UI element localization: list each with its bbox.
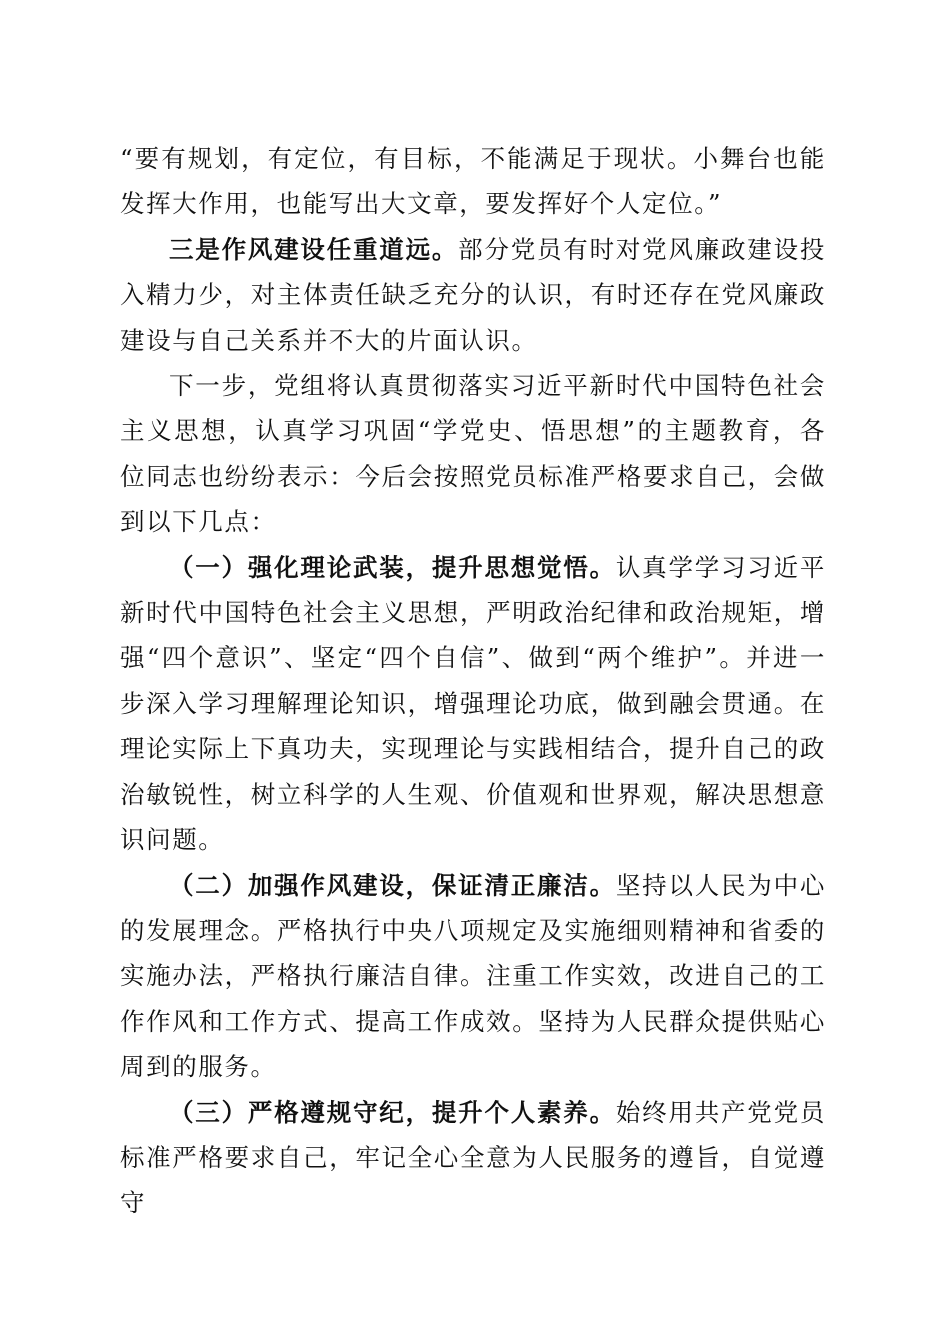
paragraph-text: 部分党员有时对党风廉政建设投入精力少，对主体责任缺乏充分的认识，有时还存在党风廉政建设与自己关系并不大的片面认识。 <box>120 234 826 355</box>
paragraph-text: “要有规划，有定位，有目标，不能满足于现状。小舞台也能发挥大作用，也能写出大文章，要发挥好个人定位。” <box>120 144 826 219</box>
paragraph-text: 始终用共产党党员标准严格要求自己，牢记全心全意为人民服务的遵旨，自觉遵守 <box>120 1097 826 1218</box>
paragraph-point-two <box>120 863 826 1090</box>
document-body <box>120 136 826 1226</box>
paragraph-text: 下一步，党组将认真贯彻落实习近平新时代中国特色社会主义思想，认真学习巩固“学党史、悟思想”的主题教育，各位同志也纷纷表示：今后会按照党员标准严格要求自己，会做到以下几点： <box>120 371 826 537</box>
paragraph-point-one <box>120 545 826 863</box>
paragraph-next-step <box>120 363 826 545</box>
paragraph-continuation <box>120 136 826 227</box>
paragraph-lead: （一）强化理论武装，提升思想觉悟。 <box>169 552 616 582</box>
paragraph-lead: 三是作风建设任重道远。 <box>169 234 459 264</box>
paragraph-style-issue <box>120 227 826 363</box>
paragraph-point-three <box>120 1090 826 1226</box>
paragraph-text: 坚持以人民为中心的发展理念。严格执行中央八项规定及实施细则精神和省委的实施办法，严格执行廉洁自律。注重工作实效，改进自己的工作作风和工作方式、提高工作成效。坚持为人民群众提供贴心周到的服务。 <box>120 870 826 1082</box>
paragraph-lead: （三）严格遵规守纪，提升个人素养。 <box>169 1097 616 1127</box>
paragraph-text: 认真学学习习近平新时代中国特色社会主义思想，严明政治纪律和政治规矩，增强“四个意识”、坚定“四个自信”、做到“两个维护”。并进一步深入学习理解理论知识，增强理论功底，做到融会贯通。在理论实际上下真功夫，实现理论与实践相结合，提升自己的政治敏锐性，树立科学的人生观、价值观和世界观，解决思想意识问题。 <box>120 552 826 855</box>
paragraph-lead: （二）加强作风建设，保证清正廉洁。 <box>169 870 616 900</box>
